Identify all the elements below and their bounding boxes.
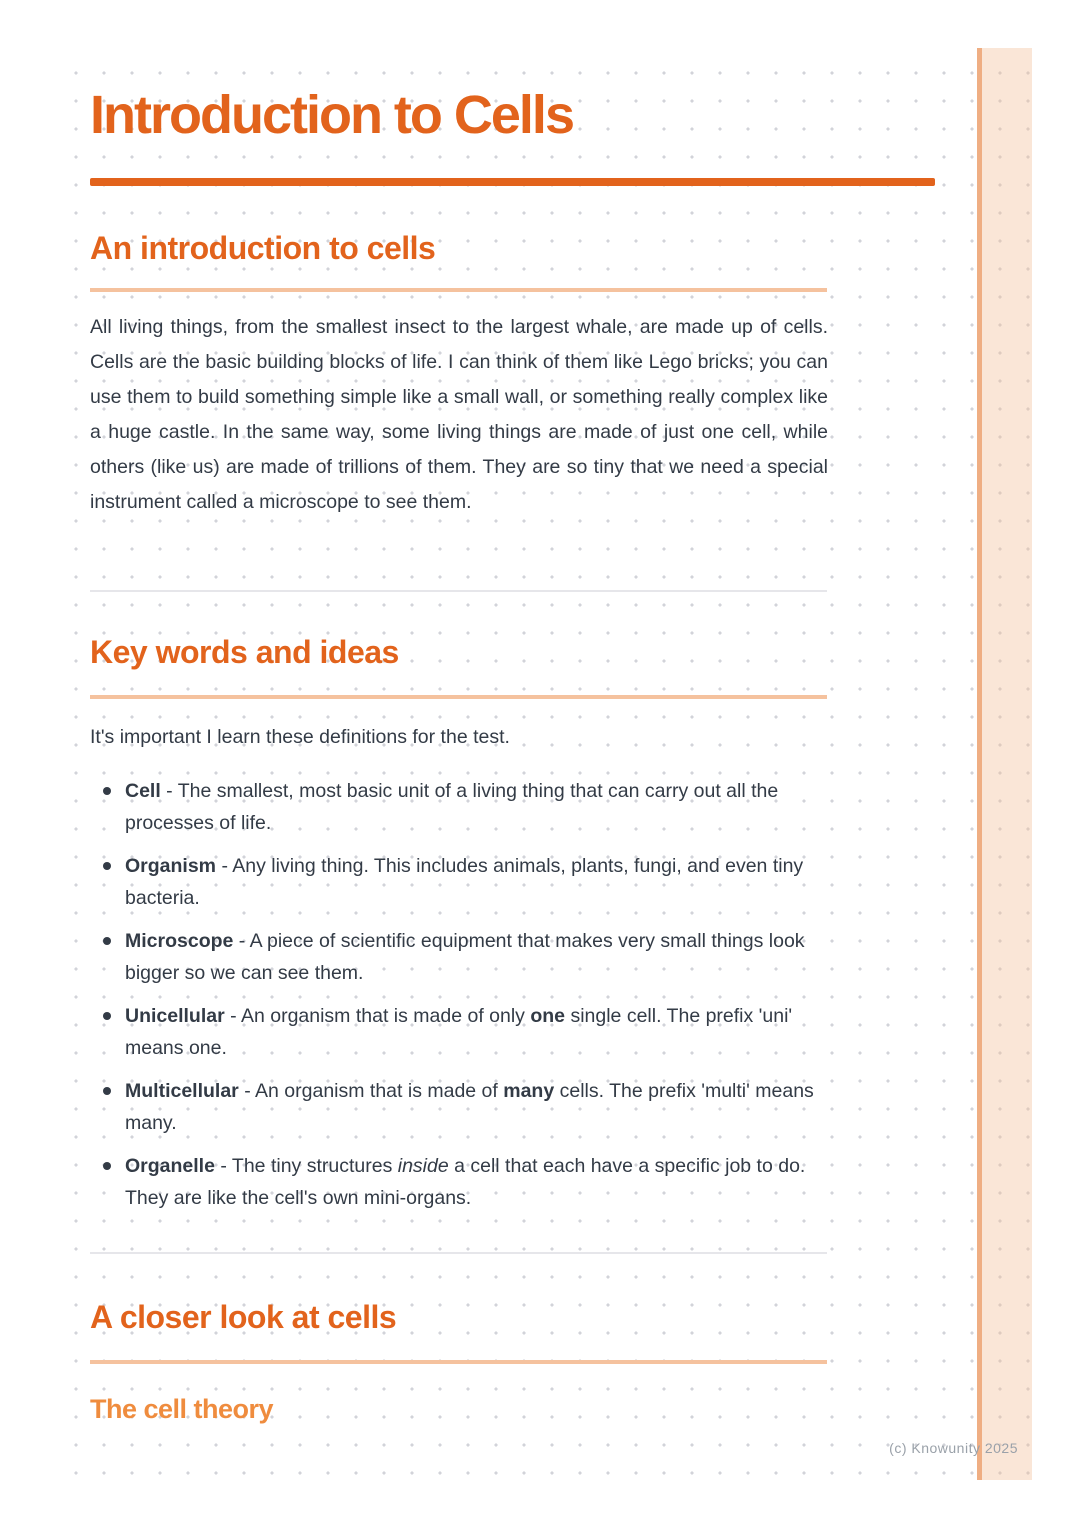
- intro-paragraph: All living things, from the smallest insect to the largest whale, are made up of cells. Cells are the basic building blocks of life. I can think of them like Lego bricks; you can use them to build something simple like a small wall, or something really complex like a huge castle. In the same way, some living things are made of just one cell, while others (like us) are made of trillions of them. They are so tiny that we need a special instrument called a microscope to see them.: [90, 316, 828, 513]
- heading-underline: [90, 695, 827, 699]
- bullet-icon: [103, 937, 111, 945]
- bullet-icon: [103, 1087, 111, 1095]
- list-item-text: Microscope - A piece of scientific equipment that makes very small things look bigger so we can see them.: [125, 930, 805, 984]
- section-divider: [90, 1252, 827, 1254]
- page-edge-stripe: [977, 48, 1032, 1480]
- copyright-watermark: (c) Knowunity 2025: [889, 1440, 1018, 1456]
- list-item-cell: [90, 775, 838, 839]
- list-item-text: Multicellular - An organism that is made of many cells. The prefix 'multi' means many.: [125, 1080, 814, 1134]
- keywords-intro-text: It's important I learn these definitions for the test.: [90, 726, 510, 748]
- section-divider: [90, 590, 827, 592]
- bullet-icon: [103, 862, 111, 870]
- page-title: Introduction to Cells: [90, 85, 573, 145]
- subsection-heading-cell-theory: The cell theory: [90, 1394, 274, 1424]
- heading-underline: [90, 1360, 827, 1364]
- list-item-organelle: [90, 1150, 838, 1214]
- list-item-multicellular: [90, 1075, 838, 1139]
- list-item-text: Cell - The smallest, most basic unit of a living thing that can carry out all the processes of life.: [125, 780, 779, 834]
- section-heading-keywords: Key words and ideas: [90, 634, 399, 670]
- bullet-icon: [103, 1012, 111, 1020]
- list-item-text: Organelle - The tiny structures inside a cell that each have a specific job to do. They are like the cell's own mini-organs.: [125, 1155, 806, 1209]
- list-item-text: Unicellular - An organism that is made of only one single cell. The prefix 'uni' means one.: [125, 1005, 793, 1059]
- title-rule: [90, 178, 935, 186]
- list-item-unicellular: [90, 1000, 838, 1064]
- dotted-note-sheet: [55, 48, 1032, 1480]
- list-item-microscope: [90, 925, 838, 989]
- heading-underline: [90, 288, 827, 292]
- section-heading-introduction: An introduction to cells: [90, 230, 436, 266]
- bullet-icon: [103, 1162, 111, 1170]
- list-item-text: Organism - Any living thing. This includes animals, plants, fungi, and even tiny bacteria.: [125, 855, 804, 909]
- section-heading-closer-look: A closer look at cells: [90, 1299, 397, 1335]
- list-item-organism: [90, 850, 838, 914]
- bullet-icon: [103, 787, 111, 795]
- keywords-list: [90, 775, 838, 1225]
